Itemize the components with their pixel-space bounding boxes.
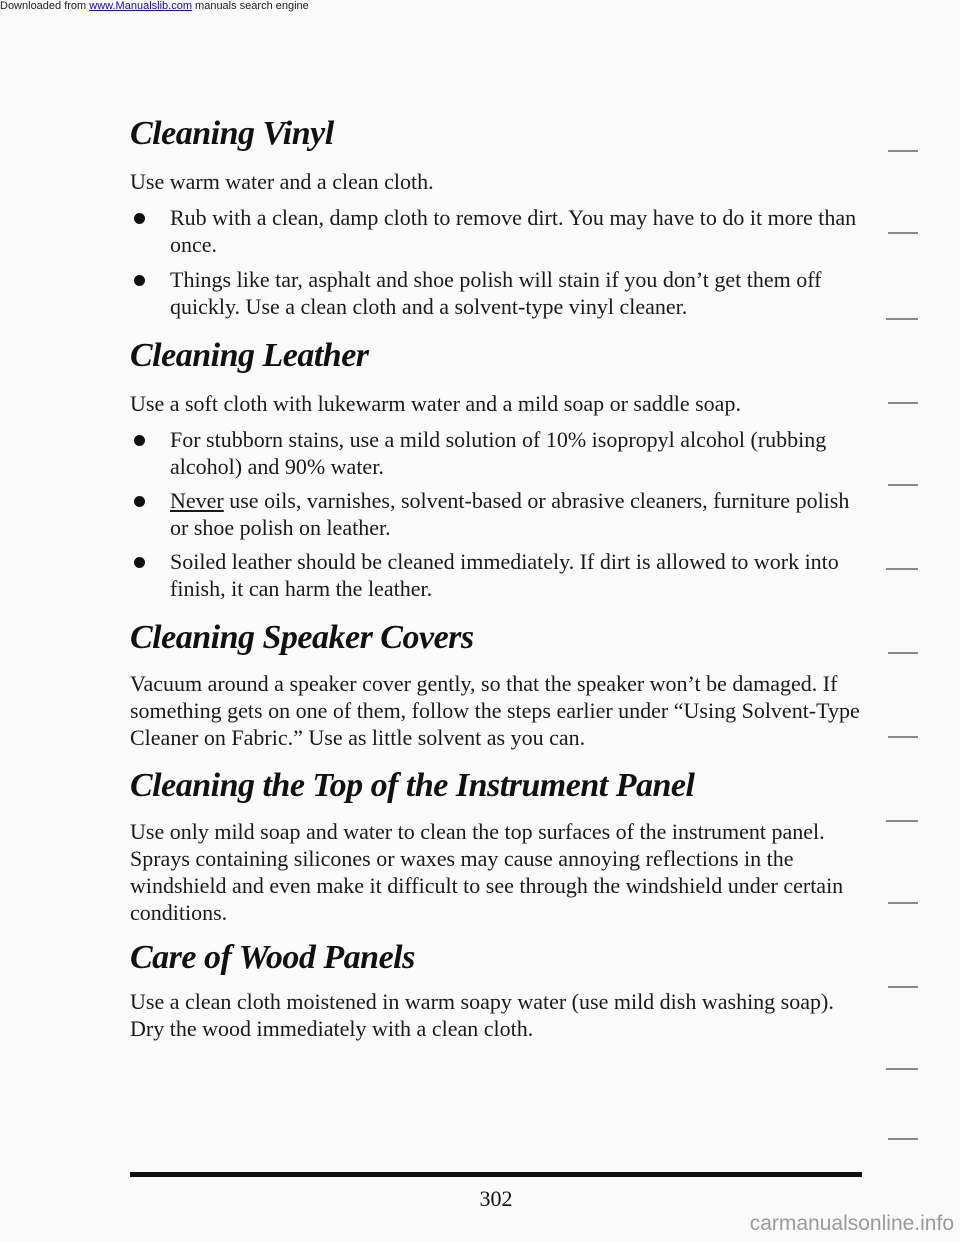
footer-rule: [130, 1172, 862, 1177]
heading-cleaning-leather: Cleaning Leather: [130, 337, 369, 374]
bullet-text: use oils, varnishes, solvent-based or abrasive cleaners, furniture polish or shoe polish on leather.: [170, 488, 850, 540]
margin-mark: [886, 318, 918, 320]
bullet-text: Rub with a clean, damp cloth to remove dirt. You may have to do it more than once.: [170, 205, 857, 257]
heading-wood-panels: Care of Wood Panels: [130, 939, 415, 976]
margin-mark: [888, 484, 918, 486]
manualslib-link[interactable]: www.Manualslib.com: [89, 0, 192, 12]
vinyl-intro: Use warm water and a clean cloth.: [130, 169, 434, 194]
heading-cleaning-vinyl: Cleaning Vinyl: [130, 115, 334, 152]
margin-mark: [888, 902, 918, 904]
bullet-text: For stubborn stains, use a mild solution of 10% isopropyl alcohol (rubbing alcohol) and 90% water.: [170, 427, 827, 479]
margin-mark: [888, 736, 918, 738]
margin-mark: [886, 568, 918, 570]
banner-suffix: manuals search engine: [191, 0, 309, 12]
heading-cleaning-speaker-covers: Cleaning Speaker Covers: [130, 619, 474, 656]
speaker-covers-body: Vacuum around a speaker cover gently, so that the speaker won’t be damaged. If something gets on one of them, follow the steps earlier under “Using Solvent-Type Cleaner on Fabric.” Use as little solvent as you can.: [130, 671, 860, 750]
bullet-dot: [134, 557, 145, 568]
leather-bullet-3: [130, 548, 860, 602]
vinyl-bullet-2: [130, 266, 860, 320]
wood-panels-body: Use a clean cloth moistened in warm soapy water (use mild dish washing soap). Dry the wood immediately with a clean cloth.: [130, 989, 834, 1041]
leather-bullet-2: [130, 487, 860, 541]
heading-instrument-panel: Cleaning the Top of the Instrument Panel: [130, 767, 695, 804]
banner-prefix: Downloaded from: [0, 0, 90, 12]
bullet-dot: [134, 213, 145, 224]
bullet-dot: [134, 496, 145, 507]
leather-intro: Use a soft cloth with lukewarm water and a mild soap or saddle soap.: [130, 391, 741, 416]
watermark: carmanualsonline.info: [749, 1212, 954, 1235]
margin-mark: [888, 232, 918, 234]
instrument-panel-body: Use only mild soap and water to clean the top surfaces of the instrument panel. Sprays containing silicones or waxes may cause annoying reflections in the windshield and even make it difficult to see through the windshield under certain conditions.: [130, 819, 844, 925]
margin-mark: [888, 1138, 918, 1140]
bullet-text: Soiled leather should be cleaned immediately. If dirt is allowed to work into finish, it can harm the leather.: [170, 549, 839, 601]
bullet-dot: [134, 275, 145, 286]
page-number: 302: [479, 1186, 513, 1211]
leather-bullet-1: [130, 426, 860, 480]
bullet-text: Things like tar, asphalt and shoe polish will stain if you don’t get them off quickly. Use a clean cloth and a solvent-type vinyl cleaner.: [170, 267, 822, 319]
margin-mark: [888, 986, 918, 988]
margin-mark: [888, 150, 918, 152]
margin-mark: [888, 402, 918, 404]
bullet-dot: [134, 435, 145, 446]
margin-mark: [886, 1068, 918, 1070]
vinyl-bullet-1: [130, 204, 860, 258]
margin-mark: [886, 820, 918, 822]
never-emphasis: Never: [170, 488, 224, 513]
margin-mark: [888, 652, 918, 654]
